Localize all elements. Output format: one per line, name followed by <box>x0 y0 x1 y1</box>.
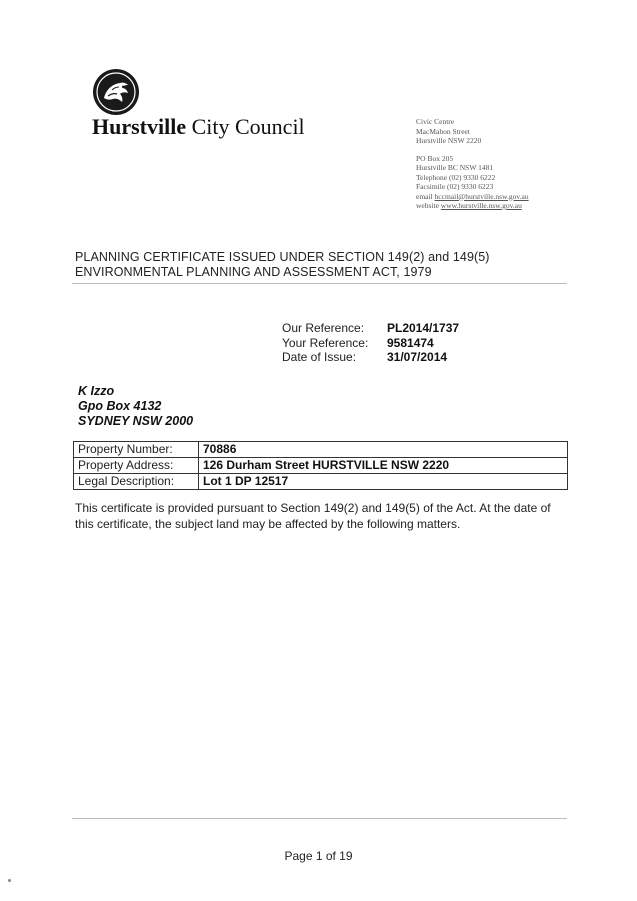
contact-line: Hurstville BC NSW 1481 <box>416 163 494 172</box>
website-label: website <box>416 201 439 210</box>
reference-block <box>282 321 459 365</box>
addressee-name: K Izzo <box>78 384 115 398</box>
our-reference-value: PL2014/1737 <box>387 321 460 335</box>
our-reference-row <box>282 321 459 336</box>
email-link[interactable]: hccmail@hurstville.nsw.gov.au <box>434 191 529 201</box>
date-of-issue-value: 31/07/2014 <box>387 350 448 364</box>
contact-website <box>416 201 529 211</box>
property-address-value: 126 Durham Street HURSTVILLE NSW 2220 <box>199 458 568 474</box>
legal-description-label: Legal Description: <box>74 474 199 490</box>
contact-email <box>416 192 529 202</box>
contact-line: Facsimile (02) 9330 6223 <box>416 182 494 191</box>
contact-line: PO Box 205 <box>416 153 454 163</box>
property-address-label: Property Address: <box>74 458 199 474</box>
property-table <box>73 441 568 490</box>
council-name-bold: Hurstville <box>92 114 187 139</box>
property-number-value: 70886 <box>199 442 568 458</box>
your-reference-value: 9581474 <box>387 335 434 350</box>
page-number: Page 1 of 19 <box>284 849 353 863</box>
title-divider <box>72 283 567 284</box>
council-name <box>92 114 305 140</box>
contact-block <box>416 117 529 211</box>
contact-line: Civic Centre <box>416 117 455 126</box>
website-link[interactable]: www.hurstville.nsw.gov.au <box>440 201 522 210</box>
contact-line: Telephone (02) 9330 6222 <box>416 172 496 182</box>
council-name-rest: City Council <box>191 114 305 139</box>
contact-line: Hurstville NSW 2220 <box>416 136 482 145</box>
scan-speck <box>8 879 11 882</box>
contact-line: MacMahon Street <box>416 126 470 136</box>
table-row <box>74 474 568 490</box>
certificate-title-line2: ENVIRONMENTAL PLANNING AND ASSESSMENT ACT, 1979 <box>75 265 432 279</box>
our-reference-label: Our Reference: <box>282 321 365 335</box>
legal-description-value: Lot 1 DP 12517 <box>199 474 568 490</box>
date-of-issue-row <box>282 350 459 365</box>
addressee-line: Gpo Box 4132 <box>78 399 162 413</box>
footer-divider <box>72 818 567 819</box>
date-of-issue-label: Date of Issue: <box>282 350 357 364</box>
email-label: email <box>416 191 433 201</box>
your-reference-label: Your Reference: <box>282 335 369 350</box>
addressee-line: SYDNEY NSW 2000 <box>78 414 194 428</box>
council-logo <box>92 68 140 116</box>
certificate-title-line1: PLANNING CERTIFICATE ISSUED UNDER SECTION 149(2) and 149(5) <box>75 250 490 264</box>
property-number-label: Property Number: <box>74 442 199 458</box>
your-reference-row <box>282 336 459 351</box>
addressee-block <box>78 384 193 429</box>
certificate-title <box>75 250 490 280</box>
certificate-paragraph: This certificate is provided pursuant to Section 149(2) and 149(5) of the Act. At the date of this certificate, the subject land may be affected by the following matters. <box>75 501 551 531</box>
table-row <box>74 458 568 474</box>
table-row <box>74 442 568 458</box>
